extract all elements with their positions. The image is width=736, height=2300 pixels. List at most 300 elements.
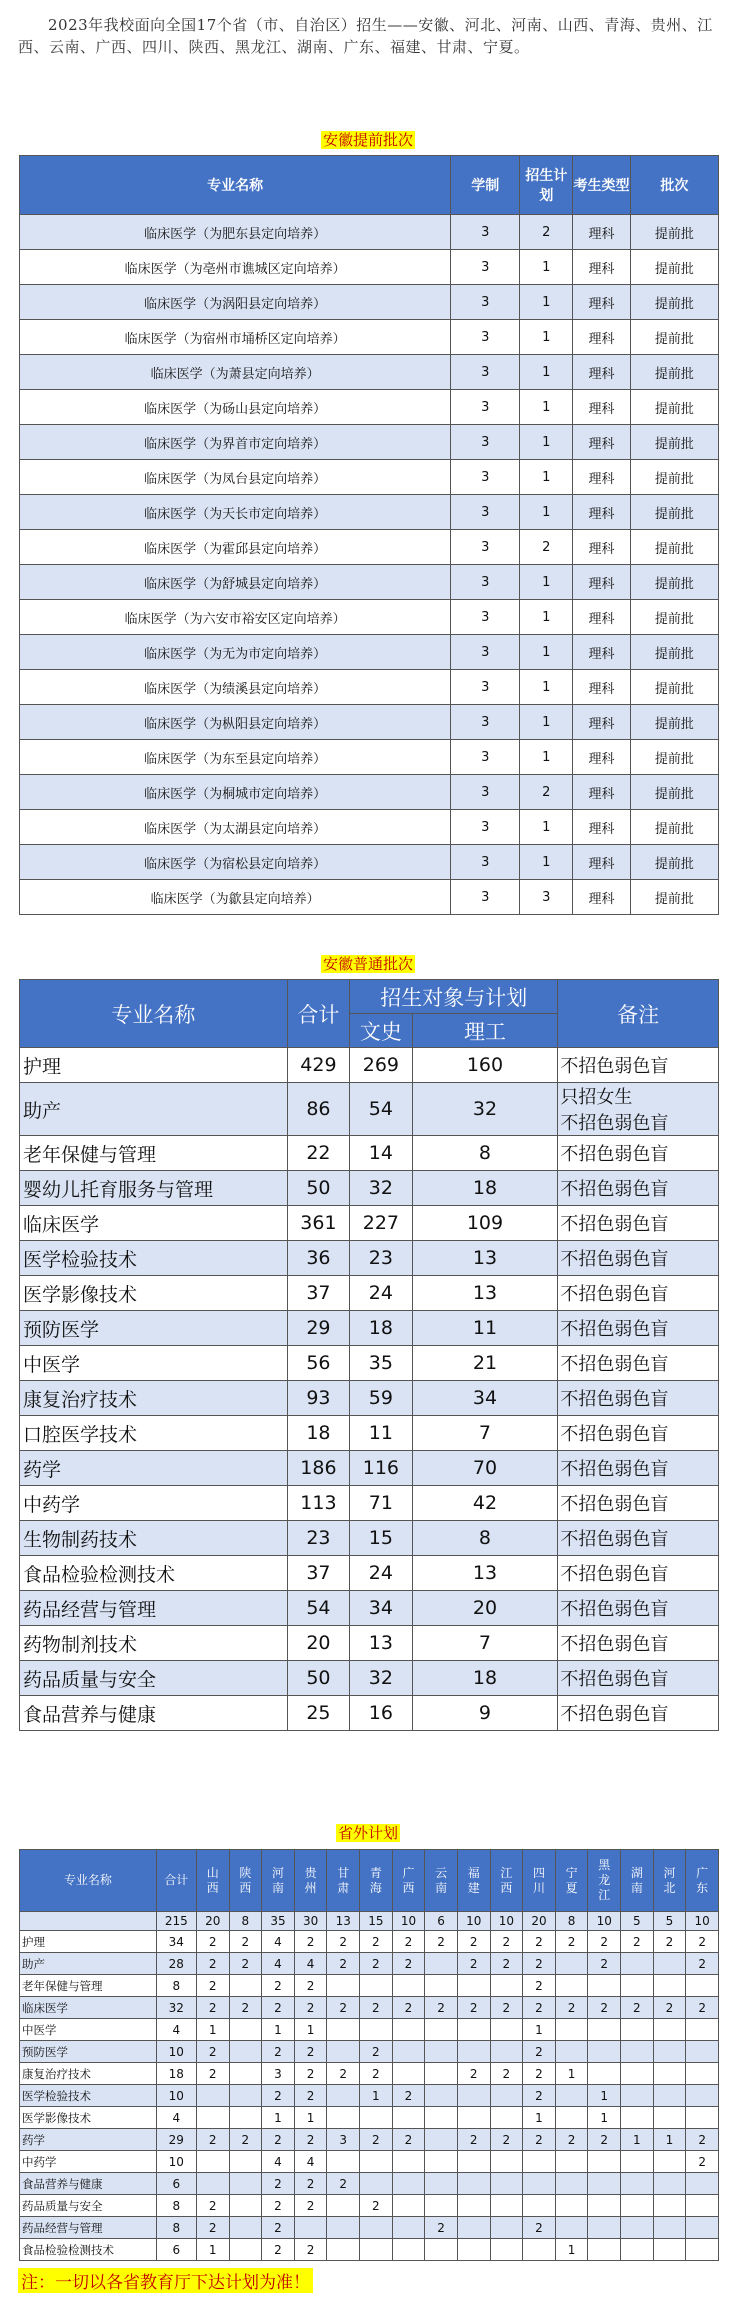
table-cell: 临床医学（为界首市定向培养） [20, 425, 451, 460]
table-cell [686, 2107, 719, 2129]
table-cell: 2 [653, 1931, 686, 1953]
table-cell: 2 [490, 1931, 523, 1953]
table-cell [621, 1953, 654, 1975]
table-cell [621, 2195, 654, 2217]
table-cell: 理科 [573, 530, 630, 565]
table-cell [490, 1975, 523, 1997]
table-cell [555, 2107, 588, 2129]
table-row [20, 880, 719, 915]
table-cell: 理科 [573, 285, 630, 320]
table-cell: 42 [412, 1486, 558, 1521]
col-header-province [588, 1850, 621, 1912]
table-cell: 2 [588, 1997, 621, 2019]
table-cell [196, 2151, 229, 2173]
table-cell: 食品营养与健康 [20, 1696, 288, 1731]
table-cell [229, 2217, 262, 2239]
table-cell: 2 [294, 1997, 327, 2019]
table-cell: 3 [451, 810, 520, 845]
table-cell: 109 [412, 1206, 558, 1241]
table-cell: 理科 [573, 740, 630, 775]
table-cell: 2 [294, 2129, 327, 2151]
table-cell: 2 [196, 2063, 229, 2085]
table-cell: 29 [156, 2129, 196, 2151]
table-row [20, 1451, 719, 1486]
table-cell: 2 [294, 2195, 327, 2217]
table-cell [686, 2173, 719, 2195]
province-label: 福建 [467, 1865, 480, 1895]
table-cell: 18 [287, 1416, 349, 1451]
table-cell: 理科 [573, 670, 630, 705]
table-row [20, 2239, 719, 2261]
table-cell: 药学 [20, 2129, 157, 2151]
table-cell: 2 [457, 1997, 490, 2019]
table-cell [588, 1975, 621, 1997]
province-label: 河南 [271, 1865, 284, 1895]
table-cell: 理科 [573, 635, 630, 670]
table-cell [621, 2063, 654, 2085]
table-cell: 7 [412, 1416, 558, 1451]
table-cell: 医学影像技术 [20, 2107, 157, 2129]
early-batch-table [19, 155, 719, 915]
table-cell: 提前批 [630, 670, 718, 705]
table-row [20, 390, 719, 425]
table-cell: 1 [523, 2019, 556, 2041]
table-cell: 2 [196, 1931, 229, 1953]
table-cell: 2 [555, 2129, 588, 2151]
table-cell: 24 [350, 1556, 412, 1591]
table-row [20, 1136, 719, 1171]
table-cell: 提前批 [630, 320, 718, 355]
table-cell [653, 2041, 686, 2063]
table-cell [425, 2173, 458, 2195]
table-cell: 8 [156, 2195, 196, 2217]
table-cell [457, 2173, 490, 2195]
out-of-province-table [19, 1849, 719, 2261]
table-row [20, 600, 719, 635]
table-cell: 3 [451, 565, 520, 600]
table-cell: 理科 [573, 600, 630, 635]
table-cell: 中医学 [20, 2019, 157, 2041]
table-cell: 2 [686, 1997, 719, 2019]
table-cell: 临床医学（为桐城市定向培养） [20, 775, 451, 810]
table-cell: 提前批 [630, 530, 718, 565]
table-row [20, 495, 719, 530]
table-cell: 34 [412, 1381, 558, 1416]
table-cell: 提前批 [630, 845, 718, 880]
intro-paragraph: 2023年我校面向全国17个省（市、自治区）招生——安徽、河北、河南、山西、青海、贵州、江西、云南、广西、四川、陕西、黑龙江、湖南、广东、福建、甘肃、宁夏。 [18, 16, 713, 56]
table-cell: 54 [287, 1591, 349, 1626]
province-label: 四川 [532, 1865, 545, 1895]
table-cell: 2 [686, 1931, 719, 1953]
table-cell [555, 2019, 588, 2041]
table-cell: 理科 [573, 880, 630, 915]
table-cell [490, 2239, 523, 2261]
table-cell: 不招色弱色盲 [558, 1346, 719, 1381]
table-cell: 1 [520, 705, 573, 740]
table-cell [653, 2019, 686, 2041]
table-cell: 临床医学（为砀山县定向培养） [20, 390, 451, 425]
table-cell [392, 2063, 425, 2085]
table-cell: 2 [523, 1997, 556, 2019]
table-row [20, 320, 719, 355]
table-cell: 2 [327, 1953, 360, 1975]
table-row [20, 2173, 719, 2195]
section-title-early: 安徽提前批次 [322, 131, 413, 149]
table-cell: 4 [294, 1953, 327, 1975]
table-cell [294, 2217, 327, 2239]
table-cell [360, 1975, 393, 1997]
table-cell: 食品检验检测技术 [20, 1556, 288, 1591]
table-cell: 医学检验技术 [20, 2085, 157, 2107]
table-cell: 3 [451, 775, 520, 810]
table-cell: 理科 [573, 565, 630, 600]
table-cell: 1 [520, 425, 573, 460]
table-cell: 不招色弱色盲 [558, 1136, 719, 1171]
table-row [20, 705, 719, 740]
table-cell: 2 [588, 1931, 621, 1953]
table-cell: 护理 [20, 1931, 157, 1953]
table-cell: 2 [262, 2129, 295, 2151]
table-cell [588, 2063, 621, 2085]
table-cell: 2 [294, 1931, 327, 1953]
table-cell [425, 2019, 458, 2041]
table-cell [425, 2063, 458, 2085]
table-cell: 2 [457, 2063, 490, 2085]
table-cell: 理科 [573, 250, 630, 285]
table-cell [653, 2217, 686, 2239]
total-cell: 15 [360, 1912, 393, 1931]
table-cell [360, 2173, 393, 2195]
table-cell: 助产 [20, 1953, 157, 1975]
table-cell: 2 [262, 2085, 295, 2107]
table-cell [490, 2085, 523, 2107]
footnote: 注：一切以各省教育厅下达计划为准！ [18, 2268, 313, 2293]
table-cell [229, 1975, 262, 1997]
table-row [20, 2019, 719, 2041]
table-cell: 1 [555, 2239, 588, 2261]
table-cell: 361 [287, 1206, 349, 1241]
table-cell: 2 [621, 1997, 654, 2019]
table-cell [523, 2173, 556, 2195]
table-cell: 2 [523, 2085, 556, 2107]
table-cell [523, 2195, 556, 2217]
table-cell: 2 [490, 1953, 523, 1975]
table-cell: 3 [520, 880, 573, 915]
col-header-total: 合计 [156, 1850, 196, 1912]
table-cell [621, 1975, 654, 1997]
table-cell [229, 2085, 262, 2107]
total-cell: 13 [327, 1912, 360, 1931]
table-cell: 提前批 [630, 285, 718, 320]
table-cell [425, 2195, 458, 2217]
table-row [20, 2129, 719, 2151]
table-cell: 2 [392, 1953, 425, 1975]
province-label: 黑龙江 [598, 1858, 611, 1902]
table-cell: 2 [490, 1997, 523, 2019]
table-cell [457, 2107, 490, 2129]
table-cell: 护理 [20, 1048, 288, 1083]
table-cell: 理科 [573, 705, 630, 740]
table-cell: 理科 [573, 845, 630, 880]
table-cell [360, 2107, 393, 2129]
table-cell [457, 2019, 490, 2041]
table-cell: 2 [588, 2129, 621, 2151]
table-row [20, 2041, 719, 2063]
table-cell: 药品经营与管理 [20, 1591, 288, 1626]
table-cell: 429 [287, 1048, 349, 1083]
table-cell: 1 [588, 2107, 621, 2129]
table-cell [686, 2239, 719, 2261]
table-cell: 不招色弱色盲 [558, 1311, 719, 1346]
table-row [20, 1521, 719, 1556]
table-cell: 50 [287, 1171, 349, 1206]
table-cell: 不招色弱色盲 [558, 1381, 719, 1416]
province-label: 广西 [402, 1865, 415, 1895]
total-cell: 10 [686, 1912, 719, 1931]
table-cell: 13 [412, 1556, 558, 1591]
table-cell [555, 2041, 588, 2063]
table-cell: 提前批 [630, 705, 718, 740]
table-cell: 2 [196, 2217, 229, 2239]
table-row [20, 1696, 719, 1731]
table-row [20, 2085, 719, 2107]
table-cell: 2 [523, 1953, 556, 1975]
province-label: 青海 [369, 1865, 382, 1895]
table-row [20, 1997, 719, 2019]
table-cell: 10 [156, 2041, 196, 2063]
table-cell: 54 [350, 1083, 412, 1136]
table-cell: 3 [451, 215, 520, 250]
table-cell: 18 [350, 1311, 412, 1346]
table-cell: 提前批 [630, 425, 718, 460]
col-header-province [457, 1850, 490, 1912]
table-cell [196, 2173, 229, 2195]
province-label: 贵州 [304, 1865, 317, 1895]
table-cell [653, 2195, 686, 2217]
table-cell: 2 [457, 1931, 490, 1953]
province-label: 湖南 [630, 1865, 643, 1895]
total-cell: 30 [294, 1912, 327, 1931]
table-cell: 理科 [573, 810, 630, 845]
table-cell: 2 [653, 1997, 686, 2019]
table-cell: 2 [523, 2041, 556, 2063]
table-cell [555, 2151, 588, 2173]
table-cell [392, 2173, 425, 2195]
table-cell [523, 2151, 556, 2173]
table-cell: 临床医学（为东至县定向培养） [20, 740, 451, 775]
table-cell: 理科 [573, 390, 630, 425]
table-cell: 93 [287, 1381, 349, 1416]
table-cell: 2 [262, 1975, 295, 1997]
table-cell: 口腔医学技术 [20, 1416, 288, 1451]
table-row [20, 460, 719, 495]
table-cell: 1 [520, 460, 573, 495]
table-cell [457, 2239, 490, 2261]
table-cell: 2 [327, 2173, 360, 2195]
table-row [20, 285, 719, 320]
table-cell: 不招色弱色盲 [558, 1206, 719, 1241]
total-cell: 8 [555, 1912, 588, 1931]
table-cell: 3 [451, 705, 520, 740]
table-cell: 269 [350, 1048, 412, 1083]
table-cell [588, 2173, 621, 2195]
table-cell: 1 [653, 2129, 686, 2151]
table-cell: 2 [294, 2173, 327, 2195]
table-cell: 预防医学 [20, 2041, 157, 2063]
table-cell: 36 [287, 1241, 349, 1276]
table-cell: 2 [262, 1997, 295, 2019]
table-cell: 2 [520, 215, 573, 250]
table-cell [327, 2107, 360, 2129]
table-cell [425, 2151, 458, 2173]
table-cell: 3 [451, 670, 520, 705]
table-row [20, 425, 719, 460]
table-cell: 临床医学（为宿松县定向培养） [20, 845, 451, 880]
table-cell [686, 2085, 719, 2107]
province-label: 江西 [500, 1865, 513, 1895]
table-cell: 不招色弱色盲 [558, 1486, 719, 1521]
table-cell: 2 [392, 1997, 425, 2019]
table-cell: 113 [287, 1486, 349, 1521]
table-cell: 2 [196, 2195, 229, 2217]
table-row [20, 2063, 719, 2085]
table-cell: 不招色弱色盲 [558, 1696, 719, 1731]
table-cell: 32 [412, 1083, 558, 1136]
table-cell: 理科 [573, 460, 630, 495]
table-cell: 食品营养与健康 [20, 2173, 157, 2195]
table-cell [327, 2151, 360, 2173]
table-cell: 不招色弱色盲 [558, 1591, 719, 1626]
table-cell [392, 2107, 425, 2129]
table-cell: 医学影像技术 [20, 1276, 288, 1311]
table-cell [490, 2041, 523, 2063]
col-header-plan: 招生计划 [520, 156, 573, 215]
table-cell: 2 [294, 2239, 327, 2261]
table-cell: 1 [621, 2129, 654, 2151]
col-header-province [621, 1850, 654, 1912]
table-cell: 18 [156, 2063, 196, 2085]
table-cell [327, 2195, 360, 2217]
total-cell: 5 [621, 1912, 654, 1931]
table-cell [392, 2239, 425, 2261]
table-cell: 康复治疗技术 [20, 1381, 288, 1416]
table-cell: 22 [287, 1136, 349, 1171]
col-header-batch: 批次 [630, 156, 718, 215]
total-cell: 5 [653, 1912, 686, 1931]
table-row [20, 1591, 719, 1626]
table-cell: 提前批 [630, 600, 718, 635]
table-cell: 3 [451, 460, 520, 495]
table-cell: 3 [451, 635, 520, 670]
table-cell: 助产 [20, 1083, 288, 1136]
table-cell [392, 2195, 425, 2217]
table-cell: 9 [412, 1696, 558, 1731]
table-row [20, 2195, 719, 2217]
table-cell: 理科 [573, 775, 630, 810]
table-row [20, 1311, 719, 1346]
table-cell [621, 2107, 654, 2129]
table-row [20, 1953, 719, 1975]
table-cell: 临床医学（为宿州市埇桥区定向培养） [20, 320, 451, 355]
table-cell [686, 2063, 719, 2085]
table-cell: 24 [350, 1276, 412, 1311]
table-cell [327, 2217, 360, 2239]
table-cell [555, 1975, 588, 1997]
table-cell: 2 [520, 530, 573, 565]
table-cell: 1 [196, 2239, 229, 2261]
col-header-province [196, 1850, 229, 1912]
table-cell: 1 [294, 2107, 327, 2129]
province-label: 河北 [663, 1865, 676, 1895]
table-cell: 10 [156, 2151, 196, 2173]
table-cell: 2 [523, 2129, 556, 2151]
col-header-province [262, 1850, 295, 1912]
table-cell [392, 1975, 425, 1997]
table-cell: 1 [520, 355, 573, 390]
table-cell [229, 2195, 262, 2217]
table-cell [653, 1975, 686, 1997]
table-cell: 4 [262, 1953, 295, 1975]
table-cell: 食品检验检测技术 [20, 2239, 157, 2261]
table-row [20, 1626, 719, 1661]
table-cell: 不招色弱色盲 [558, 1241, 719, 1276]
table-cell: 35 [350, 1346, 412, 1381]
table-cell: 18 [412, 1661, 558, 1696]
table-cell: 2 [360, 2129, 393, 2151]
table-cell: 6 [156, 2173, 196, 2195]
table-cell: 23 [350, 1241, 412, 1276]
table-cell: 186 [287, 1451, 349, 1486]
table-cell: 2 [196, 1975, 229, 1997]
table-cell: 71 [350, 1486, 412, 1521]
table-cell: 不招色弱色盲 [558, 1556, 719, 1591]
table-cell: 2 [294, 2063, 327, 2085]
table-row [20, 530, 719, 565]
table-cell [588, 2151, 621, 2173]
table-cell: 2 [555, 1997, 588, 2019]
table-cell [523, 2239, 556, 2261]
table-cell: 临床医学（为萧县定向培养） [20, 355, 451, 390]
table-cell: 4 [156, 2019, 196, 2041]
table-cell [490, 2019, 523, 2041]
table-cell: 预防医学 [20, 1311, 288, 1346]
col-header-province [360, 1850, 393, 1912]
table-cell [490, 2217, 523, 2239]
table-cell: 14 [350, 1136, 412, 1171]
table-cell: 2 [229, 1953, 262, 1975]
table-cell: 2 [294, 1975, 327, 1997]
table-cell [425, 1953, 458, 1975]
table-cell: 2 [490, 2063, 523, 2085]
total-cell: 8 [229, 1912, 262, 1931]
table-cell: 不招色弱色盲 [558, 1048, 719, 1083]
table-row [20, 1931, 719, 1953]
table-cell: 2 [229, 1997, 262, 2019]
table-cell [360, 2019, 393, 2041]
province-label: 宁夏 [565, 1865, 578, 1895]
table-cell: 临床医学 [20, 1997, 157, 2019]
table-cell [653, 2063, 686, 2085]
col-header-total: 合计 [287, 980, 349, 1048]
table-cell: 生物制药技术 [20, 1521, 288, 1556]
table-cell: 3 [451, 425, 520, 460]
table-cell [621, 2173, 654, 2195]
table-row [20, 635, 719, 670]
table-cell: 临床医学（为枞阳县定向培养） [20, 705, 451, 740]
table-cell: 2 [360, 2041, 393, 2063]
table-cell: 2 [457, 1953, 490, 1975]
province-label: 甘肃 [337, 1865, 350, 1895]
